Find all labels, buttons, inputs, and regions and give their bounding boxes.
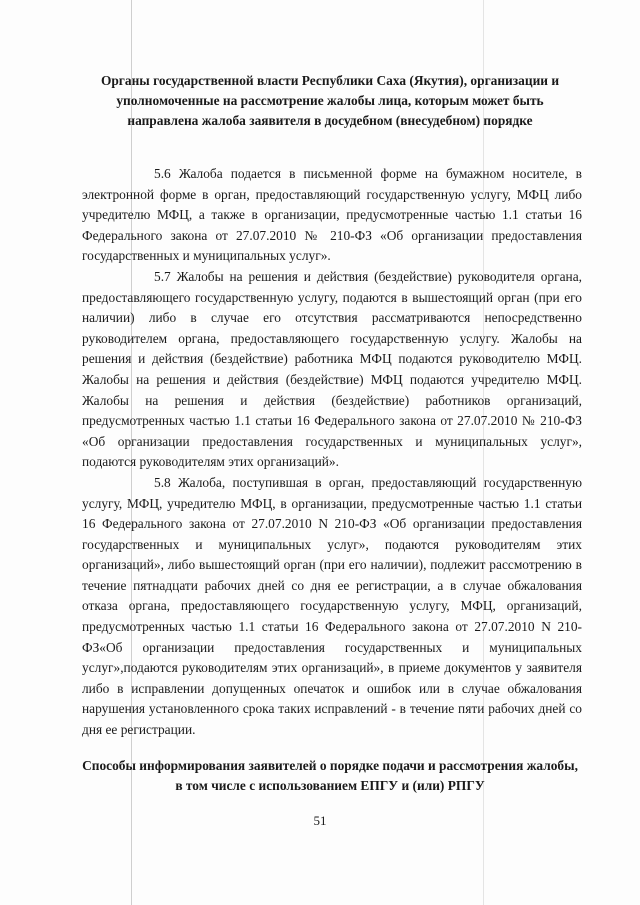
page-number: 51	[313, 813, 327, 828]
paragraph-number: 5.8	[154, 474, 171, 490]
paragraph-text: Жалобы на решения и действия (бездействие) руководителя органа, предоставляющего государственную услугу, подаются в вышестоящий орган (при его наличии) либо в случае его отсутствия рассматриваются непосредственно руководителем органа, предоставляющего государственную услугу. Жалобы на решения и действия (бездействие) работника МФЦ подаются руководителю МФЦ. Жалобы на решения и действия (бездействие) МФЦ подаются учредителю МФЦ. Жалобы на решения и действия (бездействие) работников организаций, предусмотренных частью 1.1 статьи 16 Федерального закона от 27.07.2010 № 210-ФЗ «Об организации предоставления государственных и муниципальных услуг», подаются руководителям этих организаций».	[82, 268, 583, 470]
paragraph-number: 5.6	[154, 166, 171, 181]
document-body	[82, 164, 582, 741]
paragraph	[82, 164, 582, 267]
paragraph	[82, 473, 582, 741]
paragraph	[82, 267, 582, 473]
paragraph-text: Жалоба подается в письменной форме на бумажном носителе, в электронной форме в орган, предоставляющий государственную услугу, МФЦ либо учредителю МФЦ, а также в организации, предусмотренные частью 1.1 статьи 16 Федерального закона от 27.07.2010 № 210-ФЗ «Об организации предоставления государственных и муниципальных услуг».	[82, 166, 582, 264]
section-heading: Способы информирования заявителей о порядке подачи и рассмотрения жалобы, в том числе с использованием ЕПГУ и (или) РПГУ	[82, 758, 578, 793]
paragraph-number: 5.7	[154, 268, 171, 284]
paragraph-text: Жалоба, поступившая в орган, предоставляющий государственную услугу, МФЦ, учредителю МФЦ, в организации, предусмотренные частью 1.1 статьи 16 Федерального закона от 27.07.2010 N 210-ФЗ «Об организации предоставления государственных и муниципальных услуг», подаются руководителям этих организаций», либо вышестоящий орган (при его наличии), подлежит рассмотрению в течение пятнадцати рабочих дней со дня ее регистрации, а в случае обжалования отказа органа, предоставляющего государственную услугу, МФЦ, организаций, предусмотренных частью 1.1 статьи 16 Федерального закона от 27.07.2010 N 210-ФЗ«Об организации предоставления государственных и муниципальных услуг»,подаются руководителям этих организаций», в приеме документов у заявителя либо в исправлении допущенных опечаток и ошибок или в случае обжалования нарушения установленного срока таких исправлений - в течение пяти рабочих дней со дня ее регистрации.	[82, 474, 582, 738]
section-heading: Органы государственной власти Республики Саха (Якутия), организации и уполномоченные на рассмотрение жалобы лица, которым может быть направлена жалоба заявителя в досудебном (внесудебном) порядке	[100, 73, 560, 128]
